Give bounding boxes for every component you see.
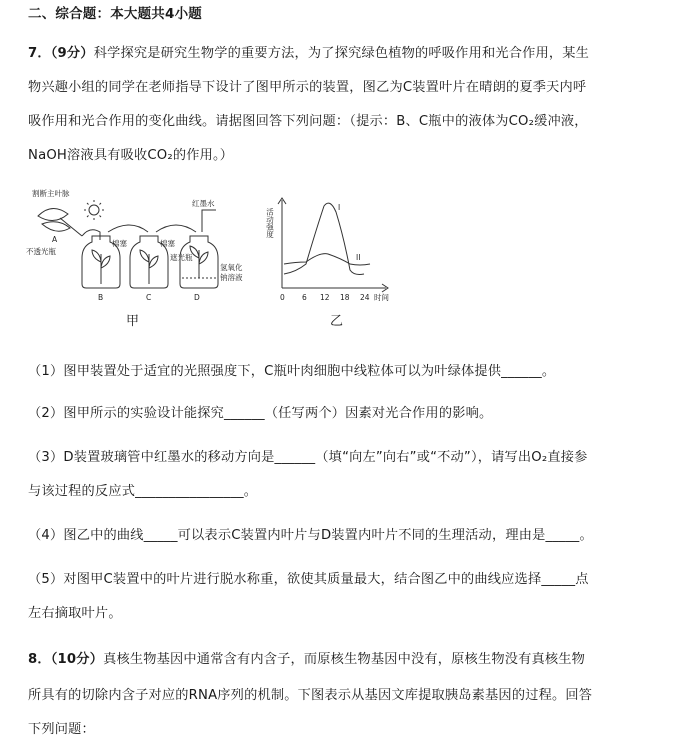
q8-stem-line-2: 所具有的切除内含子对应的RNA序列的机制。下图表示从基因文库提取胰岛素基因的过程。回答 xyxy=(28,688,593,703)
q7-stem-line-4: NaOH溶液具有吸收CO₂的作用。） xyxy=(28,148,234,163)
q7-stem-text: 科学探究是研究生物学的重要方法，为了探究绿色植物的呼吸作用和光合作用，某生 xyxy=(93,46,590,61)
q8-stem-line-1 xyxy=(28,650,585,670)
label-cotton-2: 棉塞 xyxy=(160,239,175,248)
q8-stem-line-3: 下列问题： xyxy=(28,722,95,737)
tube xyxy=(108,225,148,232)
label-shade-bottle: 遮光瓶 xyxy=(170,253,193,262)
tick-6: 6 xyxy=(302,293,307,302)
label-naoh-1: 氢氧化 xyxy=(220,263,243,272)
tick-18: 18 xyxy=(340,293,350,302)
label-b: B xyxy=(98,293,104,302)
q7-stem-line-2: 物兴趣小组的同学在老师指导下设计了图甲所示的装置，图乙为C装置叶片在晴朗的夏季天内呼 xyxy=(28,80,587,95)
leaf-icon xyxy=(38,208,68,220)
leaf-stem xyxy=(60,218,82,236)
fig-yi-caption: 乙 xyxy=(330,314,344,329)
label-cut-vein: 割断主叶脉 xyxy=(32,189,70,198)
label-a: A xyxy=(52,235,58,244)
q8-stem-text: 真核生物基因中通常含有内含子，而原核生物基因中没有，原核生物没有真核生物 xyxy=(103,652,586,667)
q7-stem-line-3: 吸作用和光合作用的变化曲线。请据图回答下列问题：（提示：B、C瓶中的液体为CO₂缓冲液， xyxy=(28,114,588,129)
q7-sub-1: （1）图甲装置处于适宜的光照强度下，C瓶叶肉细胞中线粒体可以为叶绿体提供______。 xyxy=(28,364,556,379)
fig-jia-caption: 甲 xyxy=(126,314,140,329)
tube xyxy=(82,230,100,240)
curve-ii-label: II xyxy=(356,253,361,262)
plant-b-icon xyxy=(92,250,110,284)
q7-figure xyxy=(20,188,420,338)
q7-sub-5-line-1: （5）对图甲C装置中的叶片进行脱水称重，欲使其质量最大，结合图乙中的曲线应选择_____点 xyxy=(28,572,589,587)
section-title: 二、综合题：本大题共4小题 xyxy=(28,6,202,22)
label-opaque-bottle: 不透光瓶 xyxy=(26,247,56,256)
sun-icon xyxy=(89,205,99,215)
curve-i xyxy=(284,203,364,274)
q8-score: （10分） xyxy=(50,652,104,667)
tube xyxy=(156,225,196,232)
q7-number: 7． xyxy=(28,46,51,61)
q7-sub-3-line-2: 与该过程的反应式________________。 xyxy=(28,484,258,499)
fig-jia-apparatus xyxy=(38,200,218,288)
fig-yi-chart xyxy=(278,198,388,292)
tick-24: 24 xyxy=(360,293,370,302)
label-c: C xyxy=(146,293,152,302)
q8-number: 8． xyxy=(28,652,51,667)
red-ink-tube xyxy=(202,210,216,232)
sun-rays xyxy=(84,200,104,220)
label-d: D xyxy=(194,293,200,302)
tick-0: 0 xyxy=(280,293,285,302)
label-naoh-2: 钠溶液 xyxy=(220,273,243,282)
q7-sub-4: （4）图乙中的曲线_____可以表示C装置内叶片与D装置内叶片不同的生理活动，理由是_____。 xyxy=(28,528,593,543)
fig-yi-xlabel: 时间 xyxy=(374,293,389,302)
curve-i-label: I xyxy=(338,203,341,212)
q7-sub-2: （2）图甲所示的实验设计能探究______（任写两个）因素对光合作用的影响。 xyxy=(28,406,493,421)
label-red-ink: 红墨水 xyxy=(192,199,215,208)
tick-12: 12 xyxy=(320,293,330,302)
q7-sub-3-line-1: （3）D装置玻璃管中红墨水的移动方向是______（填“向左”向右”或“不动”），请写出O₂直接参 xyxy=(28,450,588,465)
q7-sub-5-line-2: 左右摘取叶片。 xyxy=(28,606,122,621)
q7-stem-line-1 xyxy=(28,44,589,64)
plant-d-icon xyxy=(190,246,208,278)
q7-score: （9分） xyxy=(50,46,94,61)
plant-c-icon xyxy=(140,250,158,284)
label-cotton-1: 棉塞 xyxy=(112,239,127,248)
fig-yi-ylabel: 活动强度 xyxy=(265,208,275,238)
